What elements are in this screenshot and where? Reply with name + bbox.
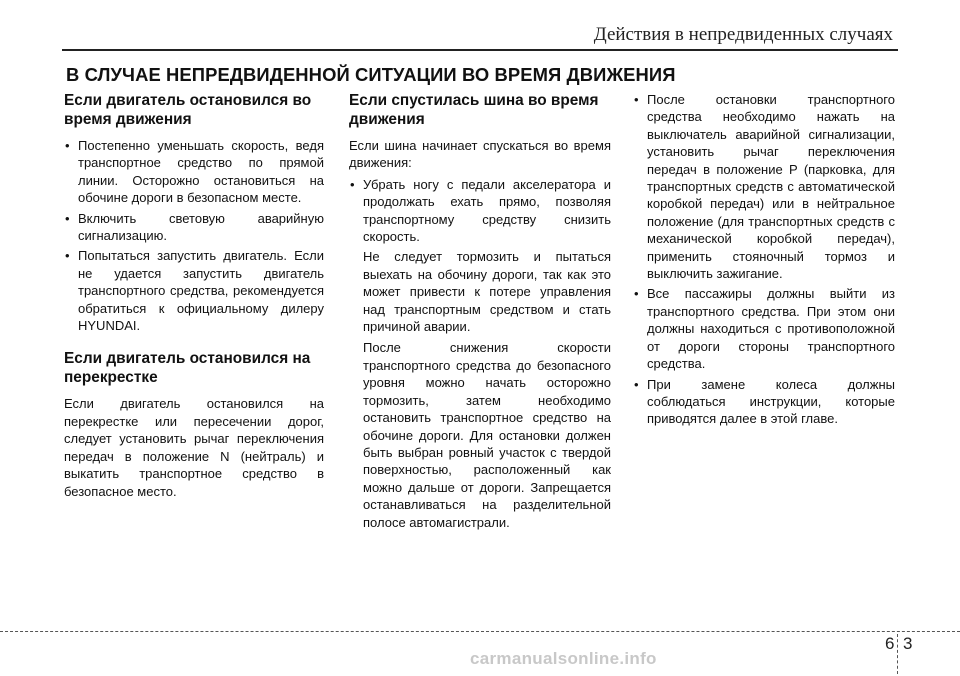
after-stop-list xyxy=(633,91,895,428)
flat-tire-note-1: Не следует тормозить и пытаться выехать на обочину дороги, так как это может привести к потере управления над транспортным средством и стать причиной аварии. xyxy=(363,249,611,335)
list-item: • Попытаться запустить двигатель. Если не удается запустить двигатель транспортного средства, рекомендуется обратиться к официальному дилеру HYUNDAI. xyxy=(65,248,324,334)
section-number: 6 xyxy=(885,634,895,653)
bullet-icon: • xyxy=(350,176,355,192)
watermark: carmanualsonline.info xyxy=(470,649,657,668)
list-item: • Убрать ногу с педали акселератора и продолжать ехать прямо, позволяя транспортному средству снизить скорость. xyxy=(350,176,611,245)
flat-tire-note-2: После снижения скорости транспортного средства до безопасного уровня можно начать осторожно тормозить, затем необходимо остановить транспортное средство на обочине дороги. Для остановки должен быть выбран ровный участок с твердой поверхностью, расположенный как можно дальше от дороги. Запрещается останавливаться на разделительной полосе автомагистрали. xyxy=(363,340,611,530)
column-1 xyxy=(64,91,324,502)
page-number: 3 xyxy=(903,634,913,653)
column-2 xyxy=(349,91,611,535)
bullet-icon: • xyxy=(65,210,70,226)
footer-rule xyxy=(0,631,960,632)
bullet-icon: • xyxy=(634,92,639,107)
flat-tire-intro: Если шина начинает спускаться во время движения: xyxy=(349,138,611,171)
engine-stalled-driving-list xyxy=(64,137,324,334)
header-rule xyxy=(62,49,898,51)
page-number-divider xyxy=(897,634,898,674)
column-3 xyxy=(633,91,895,431)
engine-stalled-intersection-heading: Если двигатель остановился на перекрестке xyxy=(64,350,311,387)
bullet-icon: • xyxy=(65,248,70,264)
bullet-icon: • xyxy=(634,376,639,392)
bullet-icon: • xyxy=(65,138,70,153)
flat-tire-heading: Если спустилась шина во время движения xyxy=(349,92,599,128)
flat-tire-list xyxy=(349,176,611,246)
engine-stalled-driving-heading: Если двигатель остановился во время движения xyxy=(64,92,312,128)
engine-stalled-intersection-text: Если двигатель остановился на перекрестке или пересечении дорог, следует установить рычаг переключения передач в положение N (нейтраль) и выкатить транспортное средство в безопасное место. xyxy=(64,396,324,499)
list-item: • Все пассажиры должны выйти из транспортного средства. При этом они должны находиться с противоположной от дороги стороны транспортного средства. xyxy=(634,286,895,372)
list-item: • Постепенно уменьшать скорость, ведя транспортное средство по прямой линии. Осторожно остановиться на обочине дороги в безопасном месте. xyxy=(65,138,324,206)
chapter-title: Действия в непредвиденных случаях xyxy=(593,24,893,45)
list-item: • После остановки транспортного средства необходимо нажать на выключатель аварийной сигнализации, установить рычаг переключения передач в положение P (парковка, для транспортных средств с автоматической коробкой передач) или в нейтральное положение (для транспортных средств с механической коробкой передач), применить стояночный тормоз и выключить зажигание. xyxy=(634,92,895,282)
bullet-icon: • xyxy=(634,286,639,302)
list-item: • Включить световую аварийную сигнализацию. xyxy=(65,210,324,244)
section-title: В СЛУЧАЕ НЕПРЕДВИДЕННОЙ СИТУАЦИИ ВО ВРЕМЯ ДВИЖЕНИЯ xyxy=(66,64,676,85)
list-item: • При замене колеса должны соблюдаться инструкции, которые приводятся далее в этой главе. xyxy=(634,376,895,427)
